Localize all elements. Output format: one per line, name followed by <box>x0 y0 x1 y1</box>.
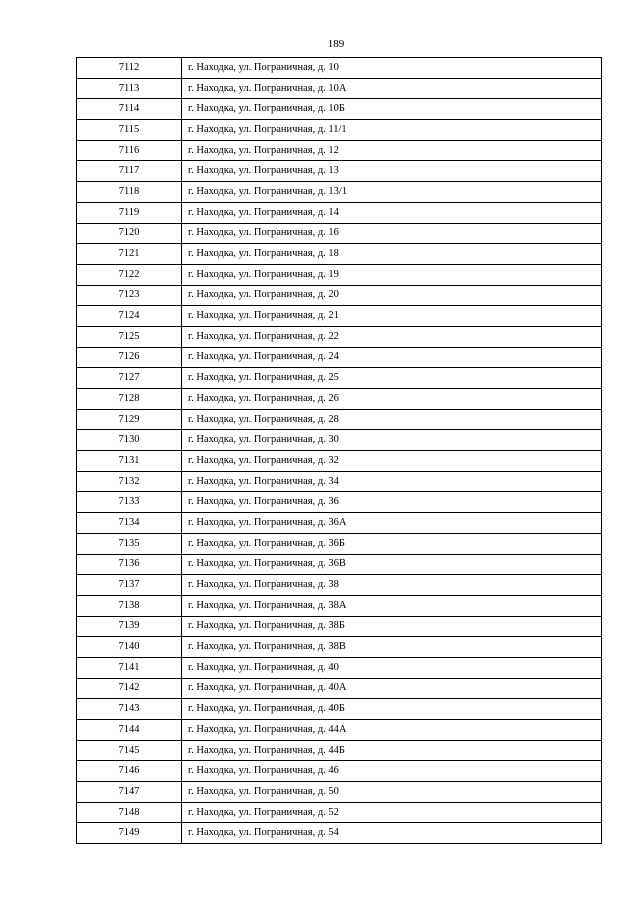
address-cell: г. Находка, ул. Пограничная, д. 19 <box>182 264 602 285</box>
address-cell: г. Находка, ул. Пограничная, д. 36А <box>182 513 602 534</box>
row-number-cell: 7121 <box>77 244 182 265</box>
table-row <box>77 389 602 410</box>
address-cell: г. Находка, ул. Пограничная, д. 40А <box>182 678 602 699</box>
row-number-cell: 7147 <box>77 782 182 803</box>
table-row <box>77 368 602 389</box>
address-cell: г. Находка, ул. Пограничная, д. 36 <box>182 492 602 513</box>
table-row <box>77 182 602 203</box>
address-cell: г. Находка, ул. Пограничная, д. 26 <box>182 389 602 410</box>
row-number-cell: 7112 <box>77 58 182 79</box>
row-number-cell: 7126 <box>77 347 182 368</box>
address-cell: г. Находка, ул. Пограничная, д. 34 <box>182 471 602 492</box>
address-cell: г. Находка, ул. Пограничная, д. 12 <box>182 140 602 161</box>
row-number-cell: 7125 <box>77 326 182 347</box>
table-row <box>77 285 602 306</box>
address-cell: г. Находка, ул. Пограничная, д. 44А <box>182 720 602 741</box>
row-number-cell: 7117 <box>77 161 182 182</box>
table-row <box>77 471 602 492</box>
address-cell: г. Находка, ул. Пограничная, д. 13/1 <box>182 182 602 203</box>
table-row <box>77 161 602 182</box>
address-cell: г. Находка, ул. Пограничная, д. 10 <box>182 58 602 79</box>
row-number-cell: 7148 <box>77 802 182 823</box>
address-cell: г. Находка, ул. Пограничная, д. 36Б <box>182 533 602 554</box>
address-cell: г. Находка, ул. Пограничная, д. 30 <box>182 430 602 451</box>
row-number-cell: 7149 <box>77 823 182 844</box>
table-row <box>77 140 602 161</box>
row-number-cell: 7141 <box>77 657 182 678</box>
address-table-body <box>77 58 602 844</box>
row-number-cell: 7138 <box>77 595 182 616</box>
table-row <box>77 595 602 616</box>
row-number-cell: 7120 <box>77 223 182 244</box>
row-number-cell: 7144 <box>77 720 182 741</box>
row-number-cell: 7122 <box>77 264 182 285</box>
row-number-cell: 7124 <box>77 306 182 327</box>
table-row <box>77 513 602 534</box>
table-row <box>77 264 602 285</box>
row-number-cell: 7140 <box>77 637 182 658</box>
row-number-cell: 7123 <box>77 285 182 306</box>
table-row <box>77 451 602 472</box>
row-number-cell: 7137 <box>77 575 182 596</box>
row-number-cell: 7130 <box>77 430 182 451</box>
address-cell: г. Находка, ул. Пограничная, д. 38А <box>182 595 602 616</box>
table-row <box>77 823 602 844</box>
row-number-cell: 7139 <box>77 616 182 637</box>
table-row <box>77 202 602 223</box>
row-number-cell: 7114 <box>77 99 182 120</box>
row-number-cell: 7145 <box>77 740 182 761</box>
address-table <box>76 57 602 844</box>
address-cell: г. Находка, ул. Пограничная, д. 38В <box>182 637 602 658</box>
table-row <box>77 616 602 637</box>
address-cell: г. Находка, ул. Пограничная, д. 20 <box>182 285 602 306</box>
address-cell: г. Находка, ул. Пограничная, д. 32 <box>182 451 602 472</box>
address-cell: г. Находка, ул. Пограничная, д. 21 <box>182 306 602 327</box>
table-row <box>77 58 602 79</box>
address-cell: г. Находка, ул. Пограничная, д. 38 <box>182 575 602 596</box>
table-row <box>77 347 602 368</box>
row-number-cell: 7115 <box>77 120 182 141</box>
table-row <box>77 720 602 741</box>
table-row <box>77 492 602 513</box>
row-number-cell: 7143 <box>77 699 182 720</box>
address-cell: г. Находка, ул. Пограничная, д. 18 <box>182 244 602 265</box>
table-row <box>77 782 602 803</box>
table-row <box>77 99 602 120</box>
table-row <box>77 761 602 782</box>
table-row <box>77 554 602 575</box>
row-number-cell: 7118 <box>77 182 182 203</box>
address-cell: г. Находка, ул. Пограничная, д. 46 <box>182 761 602 782</box>
address-cell: г. Находка, ул. Пограничная, д. 38Б <box>182 616 602 637</box>
table-row <box>77 637 602 658</box>
row-number-cell: 7128 <box>77 389 182 410</box>
row-number-cell: 7113 <box>77 78 182 99</box>
table-row <box>77 699 602 720</box>
row-number-cell: 7133 <box>77 492 182 513</box>
address-cell: г. Находка, ул. Пограничная, д. 13 <box>182 161 602 182</box>
address-cell: г. Находка, ул. Пограничная, д. 22 <box>182 326 602 347</box>
row-number-cell: 7119 <box>77 202 182 223</box>
table-row <box>77 326 602 347</box>
table-row <box>77 306 602 327</box>
row-number-cell: 7116 <box>77 140 182 161</box>
table-row <box>77 409 602 430</box>
address-cell: г. Находка, ул. Пограничная, д. 10Б <box>182 99 602 120</box>
row-number-cell: 7142 <box>77 678 182 699</box>
address-cell: г. Находка, ул. Пограничная, д. 16 <box>182 223 602 244</box>
table-row <box>77 740 602 761</box>
address-cell: г. Находка, ул. Пограничная, д. 50 <box>182 782 602 803</box>
row-number-cell: 7127 <box>77 368 182 389</box>
row-number-cell: 7135 <box>77 533 182 554</box>
address-cell: г. Находка, ул. Пограничная, д. 36В <box>182 554 602 575</box>
row-number-cell: 7129 <box>77 409 182 430</box>
address-cell: г. Находка, ул. Пограничная, д. 52 <box>182 802 602 823</box>
address-cell: г. Находка, ул. Пограничная, д. 14 <box>182 202 602 223</box>
row-number-cell: 7136 <box>77 554 182 575</box>
address-cell: г. Находка, ул. Пограничная, д. 25 <box>182 368 602 389</box>
table-row <box>77 802 602 823</box>
row-number-cell: 7132 <box>77 471 182 492</box>
address-cell: г. Находка, ул. Пограничная, д. 24 <box>182 347 602 368</box>
address-cell: г. Находка, ул. Пограничная, д. 10А <box>182 78 602 99</box>
address-cell: г. Находка, ул. Пограничная, д. 28 <box>182 409 602 430</box>
row-number-cell: 7146 <box>77 761 182 782</box>
table-row <box>77 223 602 244</box>
table-row <box>77 678 602 699</box>
address-cell: г. Находка, ул. Пограничная, д. 40 <box>182 657 602 678</box>
address-cell: г. Находка, ул. Пограничная, д. 40Б <box>182 699 602 720</box>
table-row <box>77 244 602 265</box>
page-number: 189 <box>327 38 345 50</box>
row-number-cell: 7134 <box>77 513 182 534</box>
table-row <box>77 78 602 99</box>
table-row <box>77 120 602 141</box>
table-row <box>77 657 602 678</box>
table-row <box>77 430 602 451</box>
address-cell: г. Находка, ул. Пограничная, д. 11/1 <box>182 120 602 141</box>
address-cell: г. Находка, ул. Пограничная, д. 54 <box>182 823 602 844</box>
table-row <box>77 575 602 596</box>
table-row <box>77 533 602 554</box>
address-cell: г. Находка, ул. Пограничная, д. 44Б <box>182 740 602 761</box>
row-number-cell: 7131 <box>77 451 182 472</box>
